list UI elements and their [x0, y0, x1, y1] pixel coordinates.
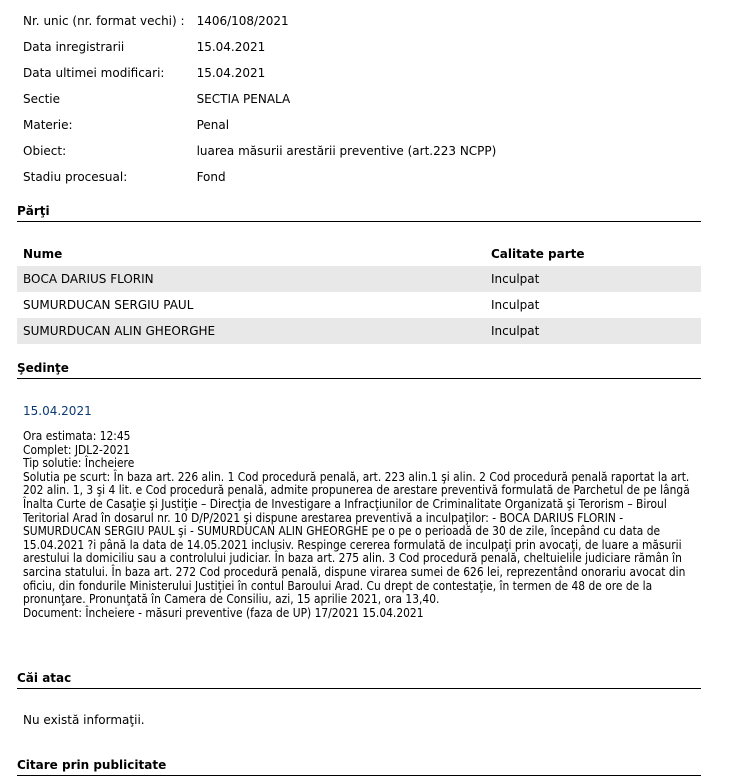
session-line: Înalta Curte de Casaţie şi Justiţie – Direcţia de Investigare a Infracţiunilor de Criminalitate Organizată şi Terorism – Biroul	[23, 496, 667, 511]
info-value: Penal	[196, 118, 230, 132]
citare-heading: Citare prin publicitate	[17, 758, 701, 776]
parti-heading: Părţi	[17, 204, 701, 222]
info-row	[17, 112, 502, 138]
session-line: sarcina statului. În baza art. 272 Cod procedură penală, dispune virarea sumei de 626 lei, reprezentând onorariu avocat din	[23, 564, 686, 579]
info-label: Data inregistrarii	[23, 40, 125, 54]
session-line: 202 alin. 1, 3 şi 4 lit. e Cod procedură penală, admite propunerea de arestare preventivă formulată de Parchetul de pe lângă	[23, 483, 690, 498]
session-line: SUMURDUCAN SERGIU PAUL şi - SUMURDUCAN ALIN GHEORGHE pe o pe o perioadă de 30 de zile, începând cu data de	[23, 524, 661, 539]
session-line: Tip solutie: Încheiere	[23, 456, 135, 471]
parte-nume: BOCA DARIUS FLORIN	[17, 266, 485, 292]
session-details	[23, 430, 695, 620]
parte-nume: SUMURDUCAN SERGIU PAUL	[23, 298, 194, 312]
parte-calitate: Inculpat	[485, 318, 701, 344]
info-label: Materie:	[23, 118, 73, 132]
info-row	[17, 164, 502, 190]
case-info-table	[17, 8, 502, 190]
col-calitate-header: Calitate parte	[491, 247, 585, 261]
info-value: 15.04.2021	[196, 66, 266, 80]
session-line: 15.04.2021 ?i până la data de 14.05.2021 inclusiv. Respinge cererea formulată de inculpaţi prin avocaţi, de luare a măsurii	[23, 537, 682, 552]
info-row	[17, 34, 502, 60]
table-row	[17, 266, 701, 292]
session-line: Solutia pe scurt: În baza art. 226 alin. 1 Cod procedură penală, art. 223 alin.1 şi alin. 2 Cod procedură penală raportat la art.	[23, 469, 690, 484]
parti-header-row	[17, 242, 701, 266]
info-label: Data ultimei modificari:	[23, 66, 165, 80]
session-line: Document: Încheiere - măsuri preventive (faza de UP) 17/2021 15.04.2021	[23, 605, 424, 620]
info-row	[17, 138, 502, 164]
info-value: Fond	[196, 170, 226, 184]
col-nume-header: Nume	[23, 247, 63, 261]
info-row	[17, 86, 502, 112]
session-line: Teritorial Arad în dosarul nr. 10 D/P/2021 şi dispune arestarea preventivă a inculpaţilor: - BOCA DARIUS FLORIN -	[23, 510, 624, 525]
session-line: Complet: JDL2-2021	[23, 442, 131, 457]
parte-calitate: Inculpat	[485, 266, 701, 292]
cai-atac-empty-text: Nu există informaţii.	[23, 713, 145, 727]
info-label: Nr. unic (nr. format vechi) :	[23, 14, 185, 28]
session-line: arestului la domiciliu sau a controlului judiciar. În baza art. 275 alin. 3 Cod procedură penală, cheltuielile judiciare rămân în	[23, 551, 682, 566]
info-value: 1406/108/2021	[196, 14, 289, 28]
session-line: Ora estimata: 12:45	[23, 429, 131, 443]
info-label: Sectie	[23, 92, 61, 106]
session-line: oficiu, din fondurile Ministerului Justiţiei în contul Baroului Arad. Cu drept de contestaţie, în termen de 48 de ore de la	[23, 578, 653, 593]
parti-table	[17, 242, 701, 344]
parte-nume: SUMURDUCAN ALIN GHEORGHE	[17, 318, 485, 344]
info-value: luarea măsurii arestării preventive (art.223 NCPP)	[196, 144, 497, 158]
info-value: SECTIA PENALA	[196, 92, 291, 106]
info-value: 15.04.2021	[196, 40, 266, 54]
cai-atac-heading: Căi atac	[17, 671, 701, 689]
table-row	[17, 292, 701, 318]
info-row	[17, 8, 502, 34]
session-line: pronunţare. Pronunţată în Camera de Consiliu, azi, 15 aprilie 2021, ora 13,40.	[23, 592, 440, 607]
sedinte-heading: Şedinţe	[17, 361, 701, 379]
info-label: Obiect:	[23, 144, 67, 158]
info-row	[17, 60, 502, 86]
info-label: Stadiu procesual:	[23, 170, 128, 184]
parte-calitate: Inculpat	[491, 298, 540, 312]
session-date: 15.04.2021	[23, 404, 92, 418]
table-row	[17, 318, 701, 344]
